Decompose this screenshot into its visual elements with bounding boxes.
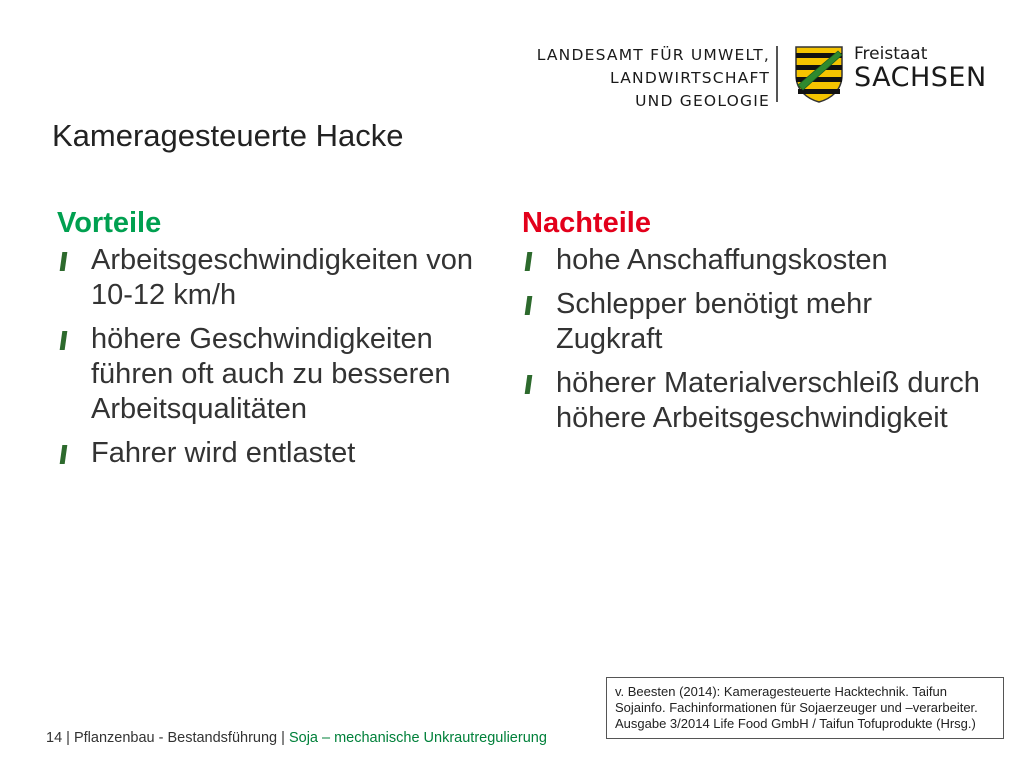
pros-item-text: höhere Geschwindigkeiten führen oft auch zu besseren Arbeitsqualitäten: [91, 323, 451, 425]
agency-name: [537, 44, 770, 113]
bullet-icon: [60, 252, 68, 271]
pros-item: [57, 322, 517, 427]
agency-line-3: UND GEOLOGIE: [635, 92, 770, 110]
pros-list: [57, 243, 517, 471]
cons-item: [522, 287, 982, 357]
pros-column: [57, 205, 517, 480]
bullet-icon: [525, 375, 533, 394]
cons-column: [522, 205, 982, 445]
footer-topic: Soja – mechanische Unkrautregulierung: [288, 730, 547, 746]
state-logo-text: [854, 45, 987, 93]
coat-of-arms-icon: [794, 45, 844, 103]
cons-item-text: Schlepper benötigt mehr Zugkraft: [556, 288, 872, 355]
state-small: Freistaat: [854, 44, 928, 64]
cons-item-text: hohe Anschaffungskosten: [556, 244, 888, 276]
slide-title: Kameragesteuerte Hacke: [52, 118, 404, 153]
pros-item-text: Fahrer wird entlastet: [91, 437, 356, 469]
state-big: SACHSEN: [854, 62, 987, 93]
pros-item: [57, 436, 517, 471]
cons-item: [522, 243, 982, 278]
pros-item-text: Arbeitsgeschwindigkeiten von 10-12 km/h: [91, 244, 474, 311]
agency-line-2: LANDWIRTSCHAFT: [610, 69, 770, 87]
agency-line-1: LANDESAMT FÜR UMWELT,: [536, 46, 770, 64]
citation-box: v. Beesten (2014): Kameragesteuerte Hacktechnik. Taifun Sojainfo. Fachinformationen für Sojaerzeuger und –verarbeiter. Ausgabe 3/2014 Life Food GmbH / Taifun Tofuprodukte (Hrsg.): [606, 677, 1004, 739]
pros-heading: Vorteile: [57, 207, 162, 239]
cons-list: [522, 243, 982, 436]
bullet-icon: [60, 331, 68, 350]
cons-item: [522, 366, 982, 436]
footer-section: Pflanzenbau - Bestandsführung: [73, 730, 278, 746]
footer: 14 | Pflanzenbau - Bestandsführung | Soja – mechanische Unkrautregulierung: [46, 730, 547, 746]
bullet-icon: [60, 445, 68, 464]
bullet-icon: [525, 296, 533, 315]
bullet-icon: [525, 252, 533, 271]
page-number: 14: [46, 730, 63, 746]
cons-heading: Nachteile: [522, 207, 651, 239]
header-divider: [776, 46, 778, 102]
pros-item: [57, 243, 517, 313]
cons-item-text: höherer Materialverschleiß durch höhere Arbeitsgeschwindigkeit: [556, 367, 980, 434]
